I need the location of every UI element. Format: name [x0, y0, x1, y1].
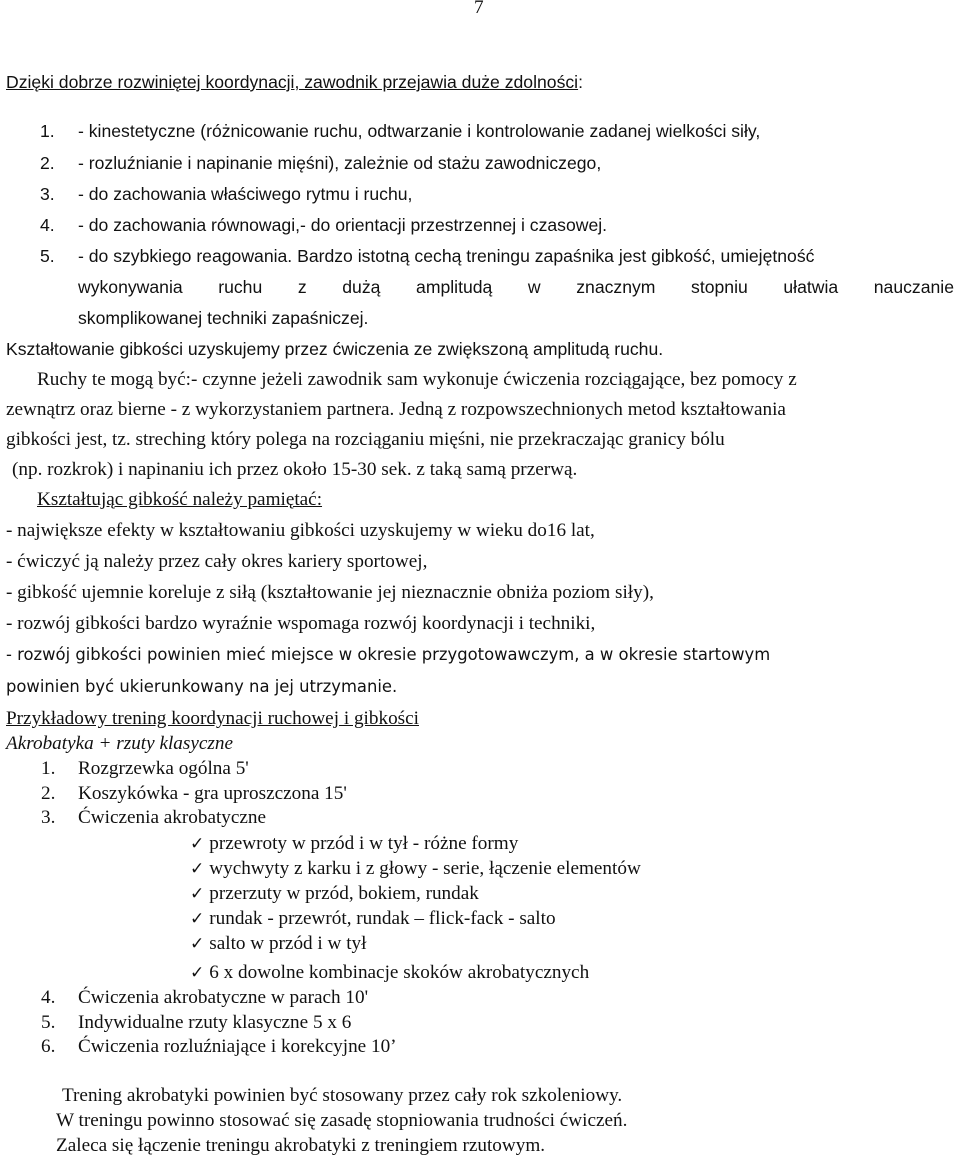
checklist-text: rundak - przewrót, rundak – flick-fack - salto — [209, 908, 556, 929]
list-number: 2. — [41, 783, 56, 804]
list-text: Koszykówka - gra uproszczona 15' — [78, 783, 347, 804]
checklist-text: salto w przód i w tył — [209, 933, 367, 954]
list-item — [41, 987, 368, 1009]
list-item — [41, 807, 266, 829]
list-text: Ćwiczenia akrobatyczne w parach 10' — [78, 987, 369, 1008]
intro-colon: : — [578, 72, 583, 92]
flexibility-definition: Bardzo istotną cechą treningu zapaśnika jest gibkość, umiejętność — [297, 246, 815, 266]
checkmark-icon: ✓ — [190, 859, 205, 879]
closing-line: W treningu powinno stosować się zasadę stopniowania trudności ćwiczeń. — [56, 1110, 628, 1131]
training-heading: Przykładowy trening koordynacji ruchowej i gibkości — [6, 708, 419, 729]
list-text: Ćwiczenia akrobatyczne — [78, 807, 267, 828]
list-number: 5. — [41, 1012, 56, 1033]
list-text: Ćwiczenia rozluźniające i korekcyjne 10’ — [78, 1036, 397, 1057]
list-number: 3. — [40, 184, 55, 204]
checklist-text: przewroty w przód i w tył - różne formy — [209, 833, 519, 854]
list-text: - do zachowania równowagi,- do orientacji przestrzennej i czasowej. — [78, 215, 608, 235]
list-item: - rozwój gibkości bardzo wyraźnie wspomaga rozwój koordynacji i techniki, — [6, 613, 596, 634]
checklist-item — [190, 962, 589, 984]
paragraph-line: Ruchy te mogą być:- czynne jeżeli zawodnik sam wykonuje ćwiczenia rozciągające, bez pomocy z — [37, 369, 797, 390]
paragraph-line: gibkości jest, tz. streching który polega na rozciąganiu mięśni, nie przekraczając granicy bólu — [6, 429, 725, 450]
list-item — [40, 121, 760, 142]
list-number: 4. — [41, 987, 56, 1008]
checkmark-icon: ✓ — [190, 909, 205, 929]
paragraph-line: zewnątrz oraz bierne - z wykorzystaniem partnera. Jedną z rozpowszechnionych metod kształtowania — [6, 399, 786, 420]
intro-underlined: Dzięki dobrze rozwiniętej koordynacji, zawodnik przejawia duże zdolności — [6, 72, 579, 92]
list-item — [40, 153, 601, 174]
prep-period-line2: powinien być ukierunkowany na jej utrzymanie. — [6, 677, 398, 696]
list-item — [41, 783, 347, 805]
page-number: 7 — [474, 0, 484, 18]
checklist-item — [190, 883, 479, 905]
list-item — [40, 184, 412, 205]
closing-line: Zaleca się łączenie treningu akrobatyki z treningiem rzutowym. — [56, 1135, 546, 1156]
checklist-item — [190, 933, 366, 955]
list-item — [41, 1036, 397, 1058]
list-text: - rozluźnianie i napinanie mięśni), zależnie od stażu zawodniczego, — [78, 153, 602, 173]
checklist-item — [190, 858, 641, 880]
checklist-text: 6 x dowolne kombinacje skoków akrobatycznych — [209, 962, 590, 983]
list-text: - do szybkiego reagowania. — [78, 246, 293, 266]
list-item: - gibkość ujemnie koreluje z siłą (kształtowanie jej nieznacznie obniża poziom siły), — [6, 582, 654, 603]
list-text: Indywidualne rzuty klasyczne 5 x 6 — [78, 1012, 352, 1033]
checklist-text: przerzuty w przód, bokiem, rundak — [209, 883, 479, 904]
closing-line: Trening akrobatyki powinien być stosowany przez cały rok szkoleniowy. — [62, 1085, 623, 1106]
list-item: - największe efekty w kształtowaniu gibkości uzyskujemy w wieku do16 lat, — [6, 520, 595, 541]
list-item: - ćwiczyć ją należy przez cały okres kariery sportowej, — [6, 551, 428, 572]
list-number: 3. — [41, 807, 56, 828]
checkmark-icon: ✓ — [190, 963, 205, 983]
list-text: - kinestetyczne (różnicowanie ruchu, odtwarzanie i kontrolowanie zadanej wielkości siły, — [78, 121, 761, 141]
checkmark-icon: ✓ — [190, 934, 205, 954]
list-number: 1. — [40, 121, 55, 141]
intro-text — [6, 72, 583, 93]
checkmark-icon: ✓ — [190, 884, 205, 904]
checklist-item — [190, 833, 518, 855]
remember-heading: Kształtując gibkość należy pamiętać: — [37, 489, 323, 510]
list-item — [41, 758, 249, 780]
flexibility-definition-line3: skomplikowanej techniki zapaśniczej. — [78, 308, 369, 328]
paragraph-line: (np. rozkrok) i napinaniu ich przez około 15-30 sek. z taką samą przerwą. — [12, 459, 578, 480]
checklist-item — [190, 908, 556, 930]
list-text: Rozgrzewka ogólna 5' — [78, 758, 249, 779]
list-item — [41, 1012, 351, 1034]
list-item — [40, 246, 814, 267]
flexibility-sentence: Kształtowanie gibkości uzyskujemy przez ćwiczenia ze zwiększoną amplitudą ruchu. — [6, 339, 664, 359]
list-number: 2. — [40, 153, 55, 173]
flexibility-definition-line2: wykonywania ruchu z dużą amplitudą w znacznym stopniu ułatwia nauczanie — [78, 277, 954, 297]
list-number: 1. — [41, 758, 56, 779]
list-item — [40, 215, 607, 236]
training-subheading: Akrobatyka + rzuty klasyczne — [6, 733, 233, 754]
prep-period-line1: - rozwój gibkości powinien mieć miejsce w okresie przygotowawczym, a w okresie startowym — [6, 645, 771, 664]
list-text: - do zachowania właściwego rytmu i ruchu, — [78, 184, 413, 204]
list-number: 4. — [40, 215, 55, 235]
checkmark-icon: ✓ — [190, 834, 205, 854]
checklist-text: wychwyty z karku i z głowy - serie, łączenie elementów — [209, 858, 641, 879]
list-number: 6. — [41, 1036, 56, 1057]
list-number: 5. — [40, 246, 55, 266]
